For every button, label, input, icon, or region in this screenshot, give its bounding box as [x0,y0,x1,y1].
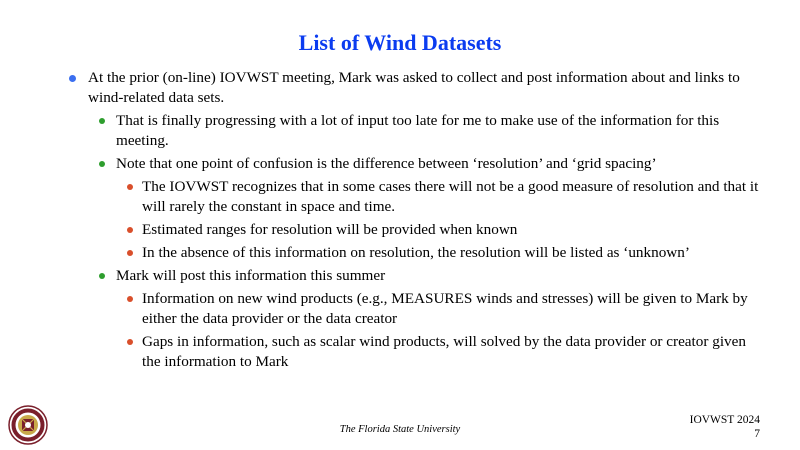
bullet-dot-icon [99,118,105,124]
slide-title: List of Wind Datasets [298,30,502,55]
bullet-text: The IOVWST recognizes that in some cases there will not be a good measure of resolution and that it will rarely the constant in space and time. [142,178,759,215]
bullet-item [66,154,766,174]
bullet-dot-icon [127,184,133,190]
bullet-item [66,266,766,286]
page-number: 7 [754,428,760,440]
bullet-text: Information on new wind products (e.g., MEASURES winds and stresses) will be given to Mark by either the data provider or the data creator [142,290,748,327]
bullet-text: Mark will post this information this summer [116,267,386,284]
bullet-text: At the prior (on-line) IOVWST meeting, Mark was asked to collect and post information about and links to wind-related data sets. [88,69,740,106]
bullet-dot-icon [127,227,133,233]
footer-university: The Florida State University [339,424,461,435]
bullet-item [66,332,766,372]
bullet-dot-icon [99,273,105,279]
bullet-item [66,289,766,329]
bullet-list [66,68,766,375]
bullet-text: Gaps in information, such as scalar wind products, will solved by the data provider or creator given the information to Mark [142,333,746,370]
bullet-item [66,243,766,263]
bullet-text: Note that one point of confusion is the difference between ‘resolution’ and ‘grid spacing’ [116,155,657,172]
bullet-dot-icon [127,250,133,256]
bullet-dot-icon [69,75,76,82]
bullet-item [66,177,766,217]
bullet-text: That is finally progressing with a lot of input too late for me to make use of the information for this meeting. [116,112,720,149]
bullet-dot-icon [127,296,133,302]
bullet-dot-icon [99,161,105,167]
event-label: IOVWST 2024 [689,414,760,426]
bullet-item [66,220,766,240]
bullet-dot-icon [127,339,133,345]
bullet-text: Estimated ranges for resolution will be provided when known [142,221,518,238]
bullet-item [66,68,766,108]
footer-info [690,413,760,441]
bullet-text: In the absence of this information on resolution, the resolution will be listed as ‘unknown’ [142,244,690,261]
bullet-item [66,111,766,151]
